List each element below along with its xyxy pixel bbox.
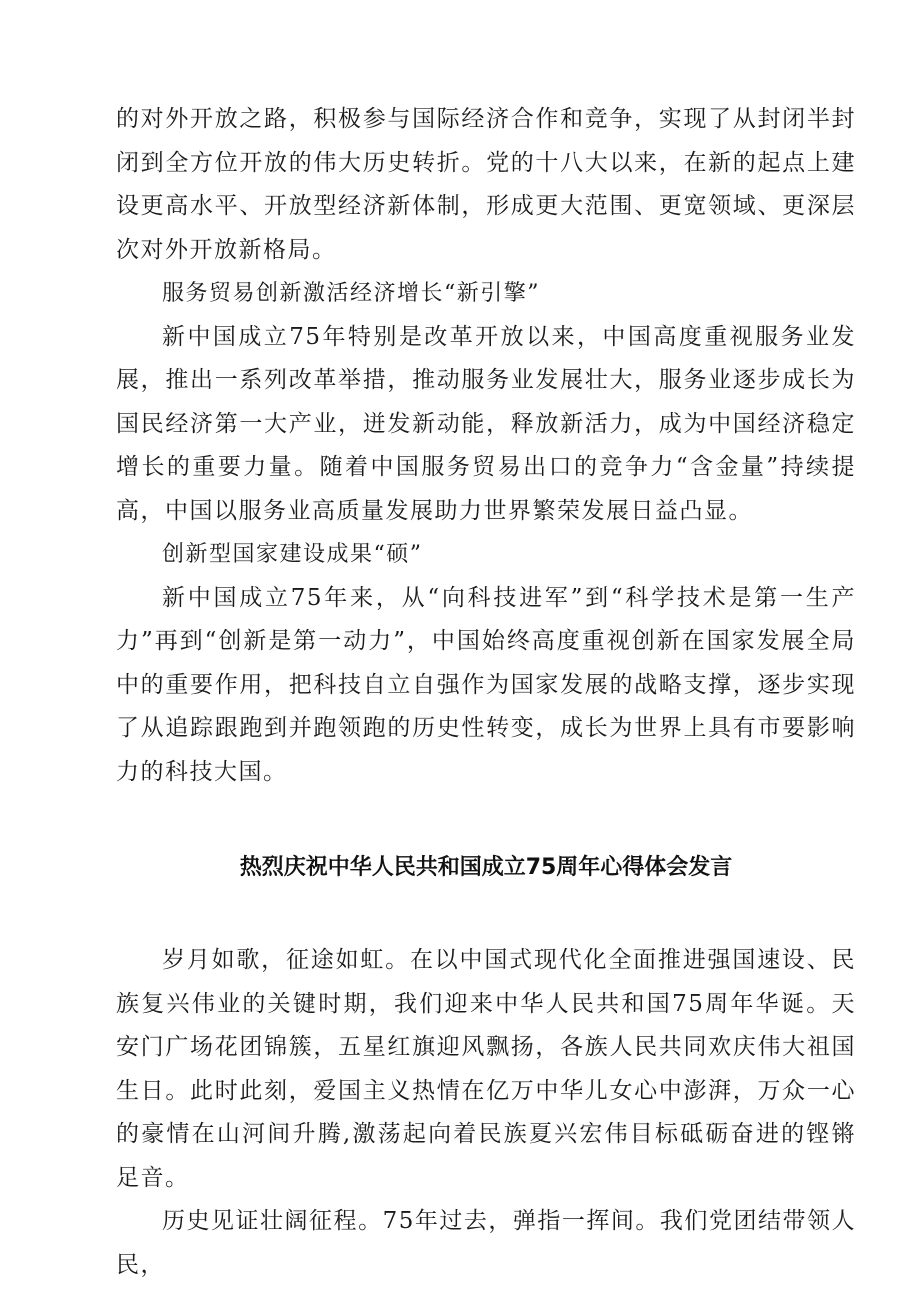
paragraph-opening-up-continued: 的对外开放之路，积极参与国际经济合作和竞争，实现了从封闭半封闭到全方位开放的伟大历史转折。党的十八大以来，在新的起点上建设更高水平、开放型经济新体制，形成更大范围、更宽领域、更深层次对外开放新格局。 xyxy=(116,106,856,263)
paragraph-services-trade: 新中国成立75年特别是改革开放以来，中国高度重视服务业发展，推出一系列改革举措，推动服务业发展壮大，服务业逐步成长为国民经济第一大产业，迸发新动能，释放新活力，成为中国经济稳定增长的重要力量。随着中国服务贸易出口的竞争力“含金量”持续提高，中国以服务业高质量发展助力世界繁荣发展日益凸显。 xyxy=(116,323,856,524)
section-speech xyxy=(116,939,856,1287)
subheading-services-trade: 服务贸易创新激活经济增长“新引擎” xyxy=(162,281,540,306)
subheading-innovation: 创新型国家建设成果“硕” xyxy=(162,542,423,567)
paragraph-innovation: 新中国成立75年来，从“向科技进军”到“科学技术是第一生产力”再到“创新是第一动力”，中国始终高度重视创新在国家发展全局中的重要作用，把科技自立自强作为国家发展的战略支撑，逐步实现了从追踪跟跑到并跑领跑的历史性转变，成长为世界上具有市要影响力的科技大国。 xyxy=(116,584,856,785)
article-title: 热烈庆祝中华人民共和国成立75周年心得体会发言 xyxy=(239,855,733,880)
paragraph-speech-1: 岁月如歌，征途如虹。在以中国式现代化全面推进强国速设、民族复兴伟业的关键时期，我们迎来中华人民共和国75周年华诞。天安门广场花团锦簇，五星红旗迎风飘扬，各族人民共同欢庆伟大祖国生日。此时此刻，爱国主义热情在亿万中华儿女心中澎湃，万众一心的豪情在山河间升腾,激荡起向着民族夏兴宏伟目标砥砺奋进的铿锵足音。 xyxy=(116,947,856,1191)
paragraph-speech-2: 历史见证壮阔征程。75年过去，弹指一挥间。我们党团结带领人民， xyxy=(116,1208,856,1278)
article-title-wrap xyxy=(116,853,856,883)
section-open-economy xyxy=(116,98,856,794)
